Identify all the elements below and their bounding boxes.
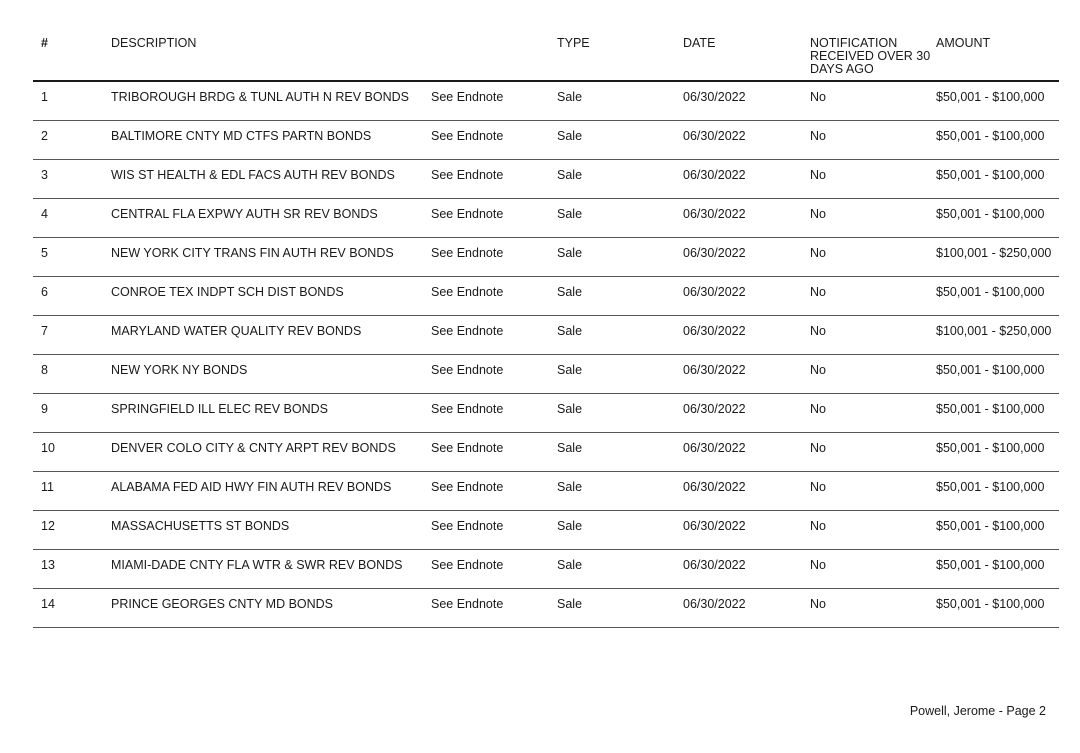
header-endnote bbox=[431, 33, 557, 81]
cell-number: 8 bbox=[33, 355, 111, 394]
cell-date: 06/30/2022 bbox=[683, 81, 810, 121]
cell-description: CONROE TEX INDPT SCH DIST BONDS bbox=[111, 277, 431, 316]
cell-number: 2 bbox=[33, 121, 111, 160]
table-row bbox=[33, 472, 1059, 511]
cell-amount: $50,001 - $100,000 bbox=[936, 472, 1059, 511]
cell-type: Sale bbox=[557, 550, 683, 589]
cell-date: 06/30/2022 bbox=[683, 589, 810, 628]
cell-notification: No bbox=[810, 433, 936, 472]
cell-notification: No bbox=[810, 121, 936, 160]
cell-type: Sale bbox=[557, 511, 683, 550]
cell-type: Sale bbox=[557, 81, 683, 121]
cell-type: Sale bbox=[557, 121, 683, 160]
cell-type: Sale bbox=[557, 355, 683, 394]
header-description: DESCRIPTION bbox=[111, 33, 431, 81]
header-type: TYPE bbox=[557, 33, 683, 81]
cell-description: DENVER COLO CITY & CNTY ARPT REV BONDS bbox=[111, 433, 431, 472]
cell-description: MIAMI-DADE CNTY FLA WTR & SWR REV BONDS bbox=[111, 550, 431, 589]
cell-description: TRIBOROUGH BRDG & TUNL AUTH N REV BONDS bbox=[111, 81, 431, 121]
cell-endnote-link: See Endnote bbox=[431, 394, 557, 433]
cell-date: 06/30/2022 bbox=[683, 433, 810, 472]
cell-endnote-link: See Endnote bbox=[431, 277, 557, 316]
table-body bbox=[33, 81, 1059, 628]
cell-notification: No bbox=[810, 589, 936, 628]
cell-notification: No bbox=[810, 511, 936, 550]
cell-type: Sale bbox=[557, 394, 683, 433]
table-row bbox=[33, 277, 1059, 316]
cell-notification: No bbox=[810, 394, 936, 433]
table-row bbox=[33, 81, 1059, 121]
header-amount: AMOUNT bbox=[936, 33, 1059, 81]
cell-amount: $100,001 - $250,000 bbox=[936, 238, 1059, 277]
cell-description: NEW YORK NY BONDS bbox=[111, 355, 431, 394]
cell-date: 06/30/2022 bbox=[683, 316, 810, 355]
cell-notification: No bbox=[810, 316, 936, 355]
cell-date: 06/30/2022 bbox=[683, 277, 810, 316]
table-row bbox=[33, 199, 1059, 238]
table-row bbox=[33, 589, 1059, 628]
cell-date: 06/30/2022 bbox=[683, 199, 810, 238]
cell-number: 4 bbox=[33, 199, 111, 238]
cell-description: ALABAMA FED AID HWY FIN AUTH REV BONDS bbox=[111, 472, 431, 511]
cell-amount: $50,001 - $100,000 bbox=[936, 81, 1059, 121]
cell-date: 06/30/2022 bbox=[683, 511, 810, 550]
header-notification: NOTIFICATION RECEIVED OVER 30 DAYS AGO bbox=[810, 33, 936, 81]
cell-description: WIS ST HEALTH & EDL FACS AUTH REV BONDS bbox=[111, 160, 431, 199]
cell-notification: No bbox=[810, 160, 936, 199]
cell-date: 06/30/2022 bbox=[683, 550, 810, 589]
cell-type: Sale bbox=[557, 316, 683, 355]
page-footer: Powell, Jerome - Page 2 bbox=[909, 704, 1046, 718]
cell-endnote-link: See Endnote bbox=[431, 121, 557, 160]
cell-notification: No bbox=[810, 550, 936, 589]
cell-description: NEW YORK CITY TRANS FIN AUTH REV BONDS bbox=[111, 238, 431, 277]
table-row bbox=[33, 316, 1059, 355]
cell-type: Sale bbox=[557, 433, 683, 472]
cell-endnote-link: See Endnote bbox=[431, 472, 557, 511]
cell-type: Sale bbox=[557, 277, 683, 316]
cell-number: 13 bbox=[33, 550, 111, 589]
header-date: DATE bbox=[683, 33, 810, 81]
cell-date: 06/30/2022 bbox=[683, 472, 810, 511]
cell-endnote-link: See Endnote bbox=[431, 81, 557, 121]
cell-amount: $50,001 - $100,000 bbox=[936, 355, 1059, 394]
cell-number: 5 bbox=[33, 238, 111, 277]
cell-notification: No bbox=[810, 355, 936, 394]
cell-amount: $50,001 - $100,000 bbox=[936, 589, 1059, 628]
cell-number: 10 bbox=[33, 433, 111, 472]
cell-type: Sale bbox=[557, 160, 683, 199]
transactions-table bbox=[33, 33, 1059, 628]
cell-amount: $100,001 - $250,000 bbox=[936, 316, 1059, 355]
cell-endnote-link: See Endnote bbox=[431, 160, 557, 199]
cell-endnote-link: See Endnote bbox=[431, 433, 557, 472]
cell-description: MASSACHUSETTS ST BONDS bbox=[111, 511, 431, 550]
cell-notification: No bbox=[810, 199, 936, 238]
cell-amount: $50,001 - $100,000 bbox=[936, 277, 1059, 316]
table-row bbox=[33, 121, 1059, 160]
cell-amount: $50,001 - $100,000 bbox=[936, 160, 1059, 199]
table-row bbox=[33, 433, 1059, 472]
table-row bbox=[33, 394, 1059, 433]
cell-endnote-link: See Endnote bbox=[431, 238, 557, 277]
cell-number: 9 bbox=[33, 394, 111, 433]
cell-amount: $50,001 - $100,000 bbox=[936, 433, 1059, 472]
cell-endnote-link: See Endnote bbox=[431, 316, 557, 355]
cell-description: CENTRAL FLA EXPWY AUTH SR REV BONDS bbox=[111, 199, 431, 238]
table-row bbox=[33, 238, 1059, 277]
cell-number: 6 bbox=[33, 277, 111, 316]
cell-date: 06/30/2022 bbox=[683, 160, 810, 199]
cell-amount: $50,001 - $100,000 bbox=[936, 199, 1059, 238]
cell-description: MARYLAND WATER QUALITY REV BONDS bbox=[111, 316, 431, 355]
cell-type: Sale bbox=[557, 472, 683, 511]
table-row bbox=[33, 160, 1059, 199]
cell-number: 11 bbox=[33, 472, 111, 511]
cell-type: Sale bbox=[557, 589, 683, 628]
cell-amount: $50,001 - $100,000 bbox=[936, 511, 1059, 550]
cell-endnote-link: See Endnote bbox=[431, 199, 557, 238]
cell-date: 06/30/2022 bbox=[683, 394, 810, 433]
cell-endnote-link: See Endnote bbox=[431, 589, 557, 628]
cell-notification: No bbox=[810, 81, 936, 121]
cell-notification: No bbox=[810, 238, 936, 277]
table-row bbox=[33, 550, 1059, 589]
cell-amount: $50,001 - $100,000 bbox=[936, 550, 1059, 589]
cell-number: 3 bbox=[33, 160, 111, 199]
cell-date: 06/30/2022 bbox=[683, 121, 810, 160]
cell-number: 7 bbox=[33, 316, 111, 355]
table-header-row bbox=[33, 33, 1059, 81]
cell-notification: No bbox=[810, 277, 936, 316]
cell-number: 14 bbox=[33, 589, 111, 628]
cell-type: Sale bbox=[557, 238, 683, 277]
table-row bbox=[33, 511, 1059, 550]
cell-date: 06/30/2022 bbox=[683, 355, 810, 394]
cell-amount: $50,001 - $100,000 bbox=[936, 394, 1059, 433]
table-row bbox=[33, 355, 1059, 394]
cell-description: BALTIMORE CNTY MD CTFS PARTN BONDS bbox=[111, 121, 431, 160]
cell-number: 1 bbox=[33, 81, 111, 121]
header-number: # bbox=[33, 33, 111, 81]
cell-type: Sale bbox=[557, 199, 683, 238]
cell-endnote-link: See Endnote bbox=[431, 511, 557, 550]
cell-endnote-link: See Endnote bbox=[431, 355, 557, 394]
cell-number: 12 bbox=[33, 511, 111, 550]
cell-amount: $50,001 - $100,000 bbox=[936, 121, 1059, 160]
cell-description: PRINCE GEORGES CNTY MD BONDS bbox=[111, 589, 431, 628]
cell-notification: No bbox=[810, 472, 936, 511]
cell-endnote-link: See Endnote bbox=[431, 550, 557, 589]
cell-date: 06/30/2022 bbox=[683, 238, 810, 277]
cell-description: SPRINGFIELD ILL ELEC REV BONDS bbox=[111, 394, 431, 433]
